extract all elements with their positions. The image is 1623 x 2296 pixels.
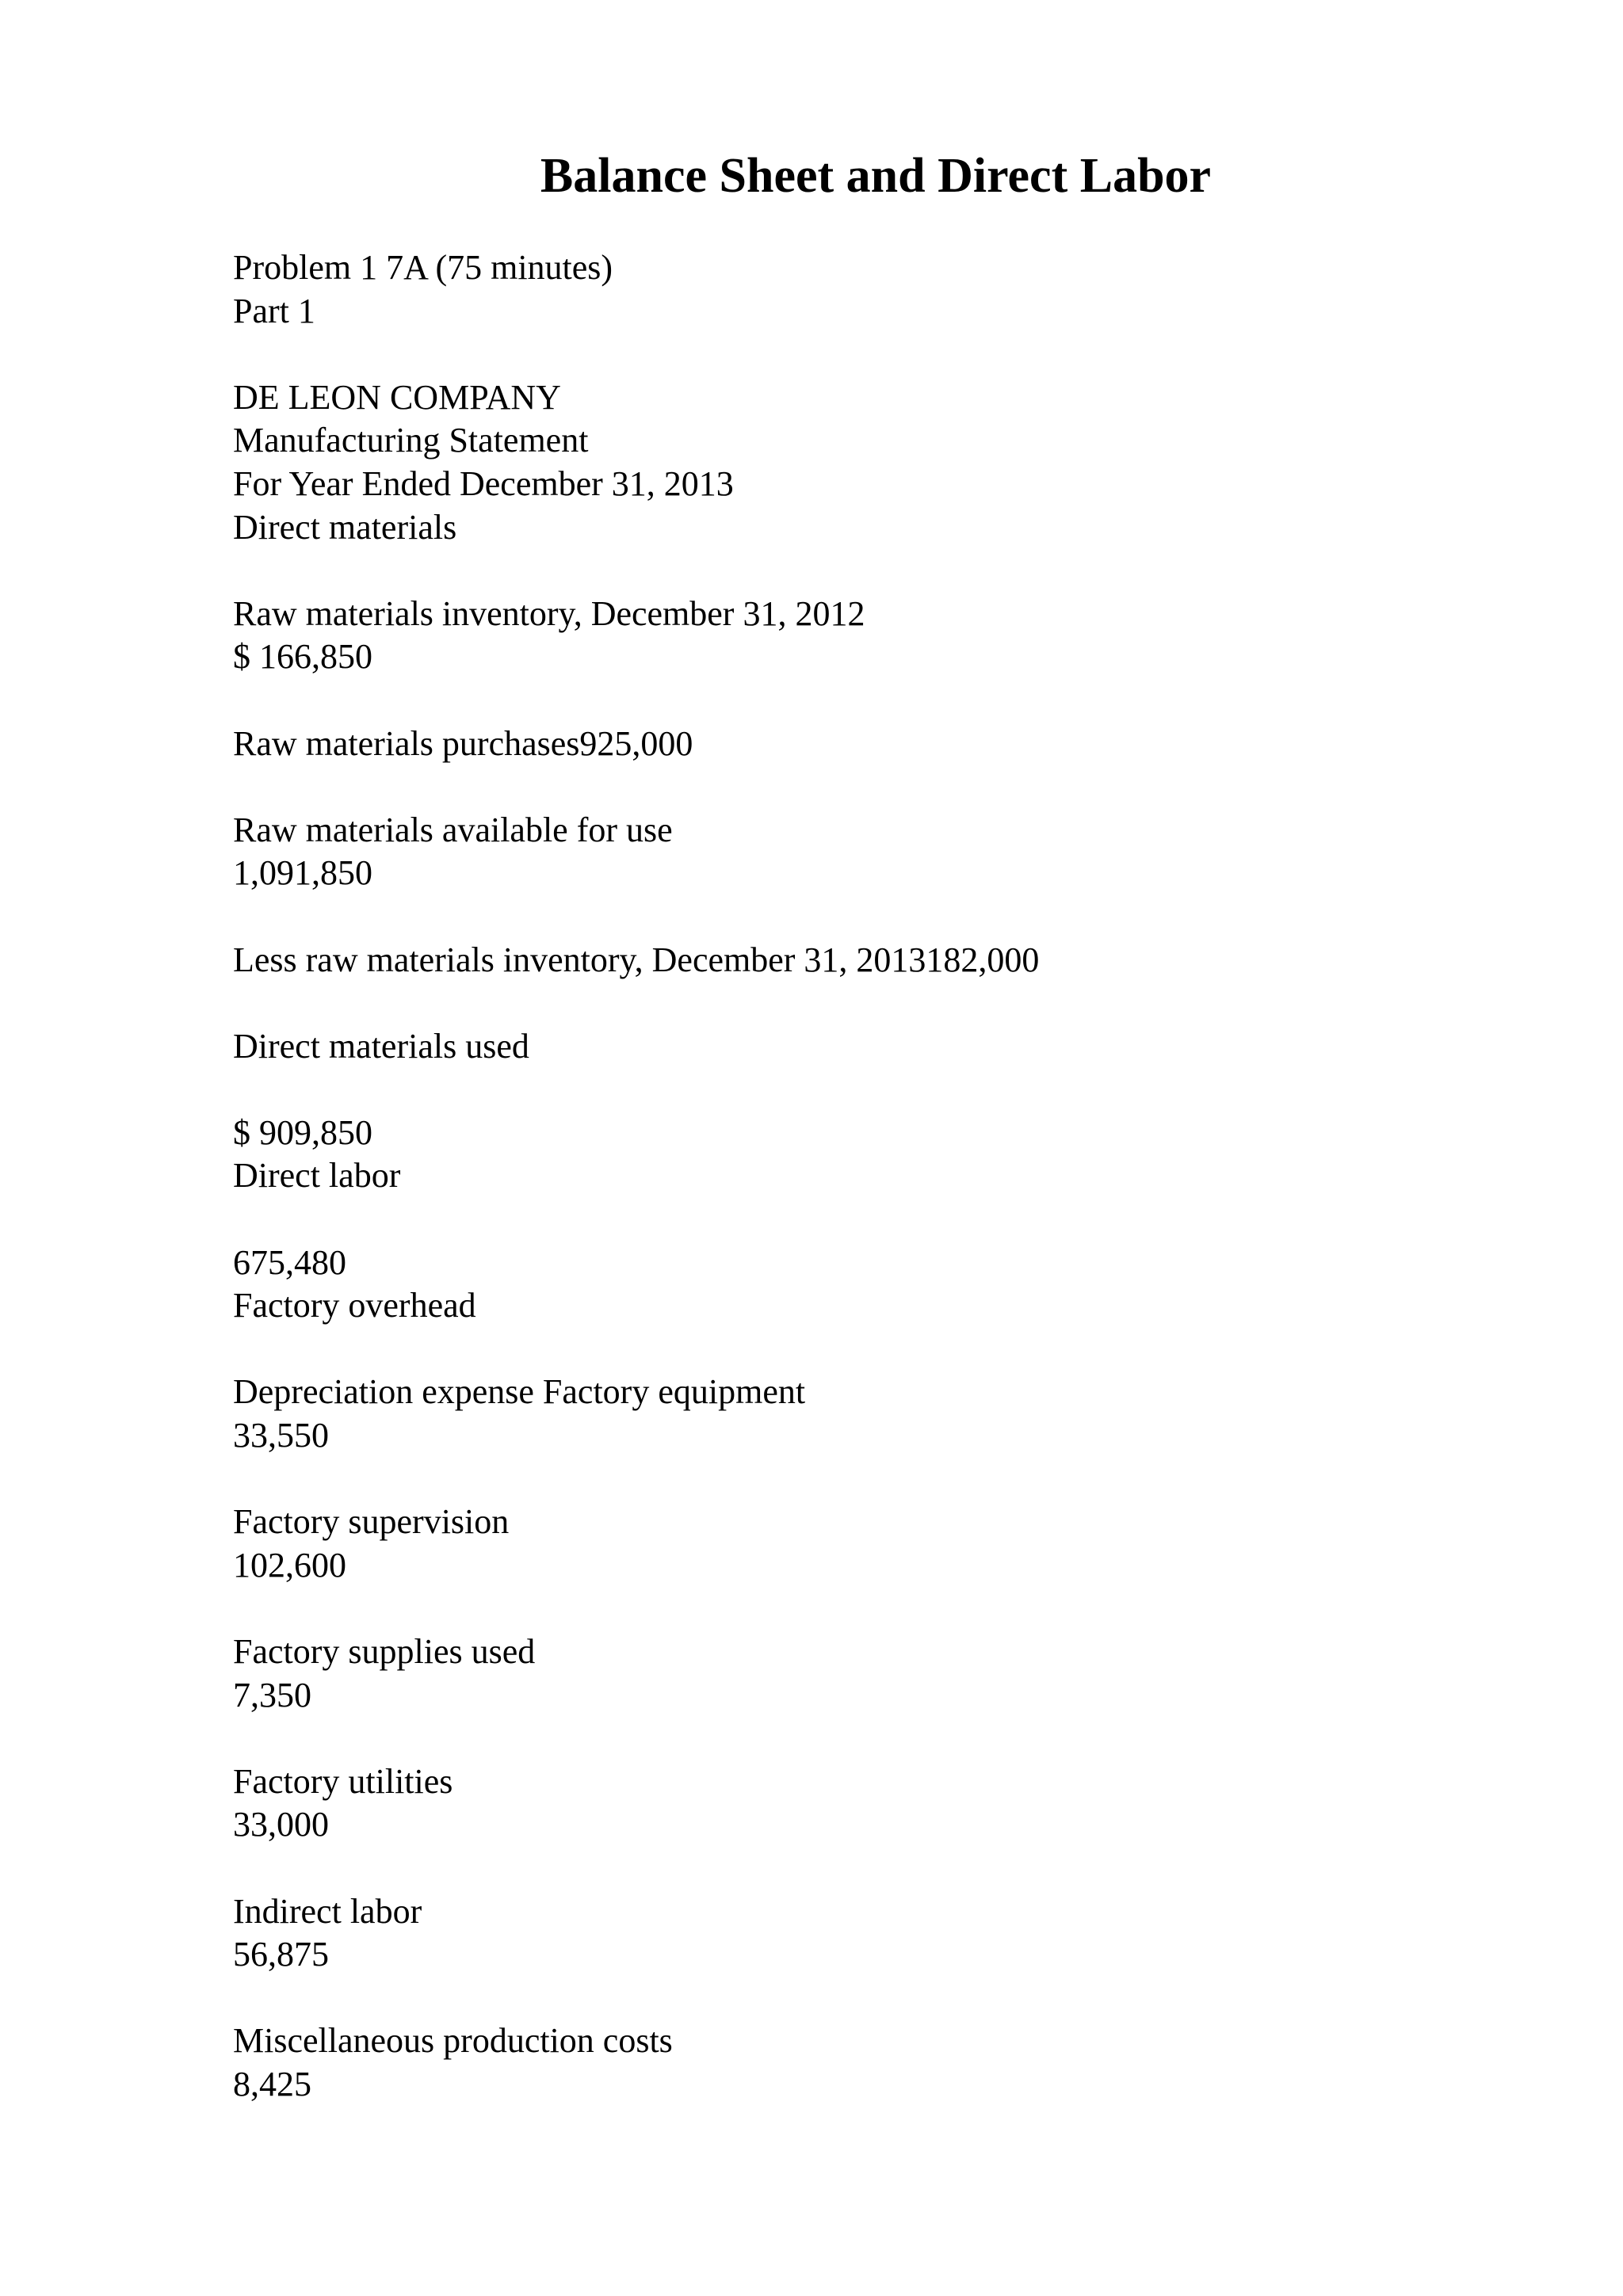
indirect-labor-value: 56,875 [233,1935,329,1974]
document-body [233,246,1580,2107]
spacer [233,1068,1580,1112]
indirect-labor-label: Indirect labor [233,1891,422,1931]
direct-materials-used-value: $ 909,850 [233,1112,372,1152]
raw-available-label: Raw materials available for use [233,810,673,849]
less-raw-inventory-2013-line: Less raw materials inventory, December 31, 2013182,000 [233,940,1040,979]
spacer [233,679,1580,723]
raw-inventory-2012-value: $ 166,850 [233,637,372,677]
depreciation-label: Depreciation expense Factory equipment [233,1372,806,1412]
spacer [233,765,1580,809]
company-name: DE LEON COMPANY [233,377,561,417]
raw-purchases-line: Raw materials purchases925,000 [233,723,693,763]
spacer [233,1587,1580,1630]
document-title: Balance Sheet and Direct Labor [540,149,1212,203]
supplies-value: 7,350 [233,1675,311,1714]
spacer [233,1328,1580,1371]
spacer [233,895,1580,939]
problem-heading: Problem 1 7A (75 minutes) [233,248,613,287]
spacer [233,982,1580,1025]
direct-labor-label: Direct labor [233,1156,401,1196]
depreciation-value: 33,550 [233,1416,329,1455]
direct-materials-used-label: Direct materials used [233,1026,529,1066]
spacer [233,1458,1580,1501]
utilities-label: Factory utilities [233,1761,453,1801]
raw-available-value: 1,091,850 [233,853,372,893]
spacer [233,1717,1580,1760]
factory-overhead-label: Factory overhead [233,1286,476,1325]
supervision-label: Factory supervision [233,1502,510,1542]
spacer [233,1198,1580,1241]
misc-costs-value: 8,425 [233,2064,311,2103]
part-heading: Part 1 [233,291,315,330]
direct-labor-value: 675,480 [233,1242,346,1282]
raw-inventory-2012-label: Raw materials inventory, December 31, 2012 [233,593,865,633]
statement-name: Manufacturing Statement [233,421,589,460]
supervision-value: 102,600 [233,1545,346,1585]
spacer [233,1977,1580,2020]
section-direct-materials: Direct materials [233,507,457,547]
spacer [233,549,1580,593]
misc-costs-label: Miscellaneous production costs [233,2021,673,2061]
statement-period: For Year Ended December 31, 2013 [233,463,734,503]
supplies-label: Factory supplies used [233,1632,536,1671]
utilities-value: 33,000 [233,1805,329,1844]
spacer [233,1847,1580,1890]
spacer [233,333,1580,376]
